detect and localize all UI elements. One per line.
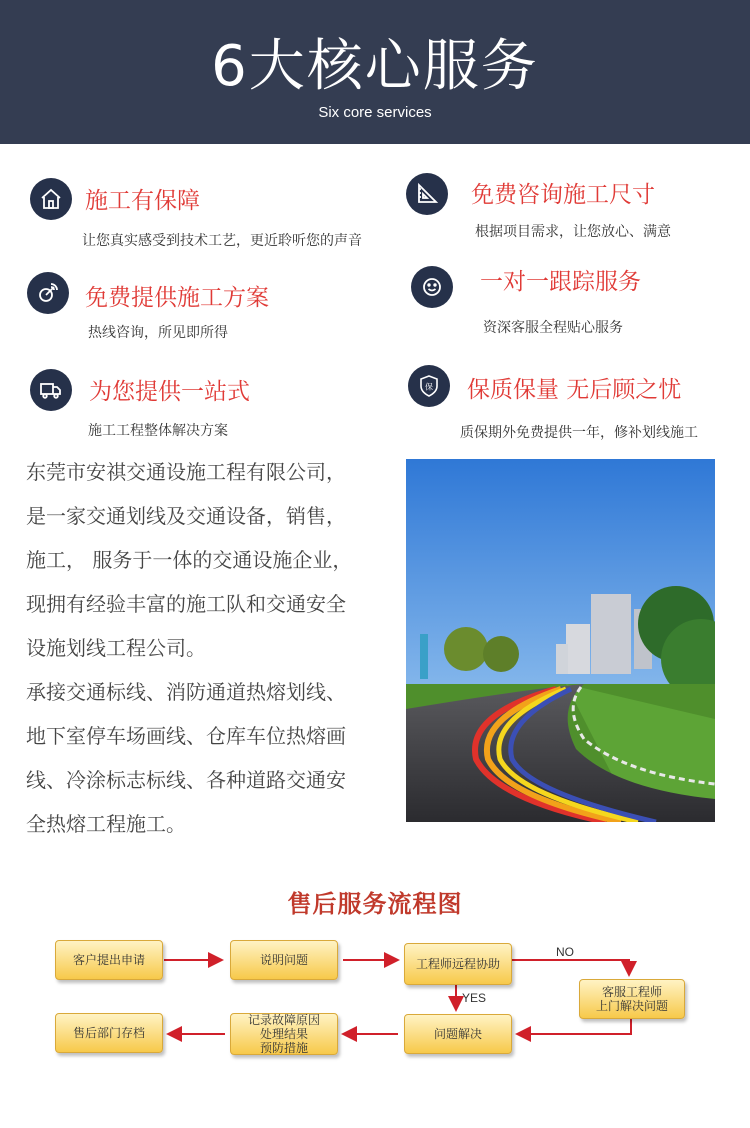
flow-step-apply: 客户提出申请 <box>55 940 163 980</box>
service-desc: 热线咨询，所见即所得 <box>88 325 228 341</box>
flow-step-explain: 说明问题 <box>230 940 338 980</box>
flow-arrow <box>517 1018 631 1034</box>
flow-step-archive: 售后部门存档 <box>55 1013 163 1053</box>
shield-char: 保 <box>425 382 433 392</box>
flow-title: 售后服务流程图 <box>287 890 463 918</box>
flow-step-record-line2: 处理结果 <box>259 1027 308 1041</box>
service-title: 为您提供一站式 <box>89 379 250 405</box>
service-desc: 质保期外免费提供一年，修补划线施工 <box>460 425 698 441</box>
flow-step-record <box>230 1013 338 1055</box>
service-desc: 让您真实感受到技术工艺，更近聆听您的声音 <box>82 233 362 249</box>
intro-line: 东莞市安祺交通设施工程有限公司， <box>26 460 346 484</box>
intro-line: 线、冷涂标志标线、各种道路交通安 <box>26 768 346 792</box>
flow-step-record-line3: 预防措施 <box>259 1041 308 1055</box>
service-desc: 施工工程整体解决方案 <box>88 423 228 439</box>
intro-line: 全热熔工程施工。 <box>26 812 186 836</box>
service-title: 免费提供施工方案 <box>85 285 269 311</box>
page-title: 6大核心服务 <box>211 34 539 99</box>
flow-step-onsite-line2: 上门解决问题 <box>595 999 668 1013</box>
flow-step-record-line1: 记录故障原因 <box>247 1013 320 1027</box>
service-title: 免费咨询施工尺寸 <box>471 182 655 208</box>
flow-arrow <box>512 960 629 975</box>
service-desc: 资深客服全程贴心服务 <box>483 320 623 336</box>
flow-step-solve: 问题解决 <box>404 1014 512 1054</box>
intro-line: 现拥有经验丰富的施工队和交通安全 <box>26 592 346 616</box>
intro-line: 是一家交通划线及交通设备，销售， <box>26 504 346 528</box>
intro-line: 承接交通标线、消防通道热熔划线、 <box>26 680 346 704</box>
intro-line: 施工， 服务于一体的交通设施企业， <box>26 548 353 572</box>
service-desc: 根据项目需求，让您放心、满意 <box>475 224 671 240</box>
flow-step-onsite-line1: 客服工程师 <box>601 985 662 999</box>
service-title: 施工有保障 <box>85 188 200 214</box>
service-title: 保质保量 无后顾之忧 <box>467 377 682 403</box>
flow-label-no: NO <box>556 945 574 959</box>
flow-label-yes: YES <box>462 991 487 1005</box>
page-subtitle: Six core services <box>318 104 432 121</box>
service-title: 一对一跟踪服务 <box>480 269 641 295</box>
intro-line: 设施划线工程公司。 <box>26 636 206 660</box>
flow-step-onsite <box>579 979 685 1019</box>
flow-step-remote: 工程师远程协助 <box>404 943 512 985</box>
intro-line: 地下室停车场画线、仓库车位热熔画 <box>26 724 346 748</box>
